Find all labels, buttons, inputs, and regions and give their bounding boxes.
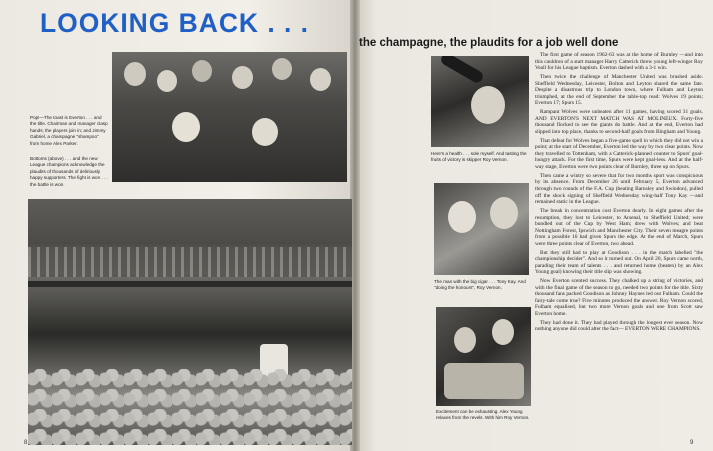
article-paragraph: That defeat for Wolves began a five-game spell in which they did not win a point; at the start of December, Everton led the way by two clear points. Now they travelled to Tottenham, with a Catterick-planned counter to Spurs' goal-hungry attack. For the first time, Spurs were kept goal-less. And at the half-way stage, Everton were two points clear of Burnley, three up on Spurs.	[535, 137, 703, 170]
caption-bottle-photo: Here's a health . . . sole myself. And tasting the fruits of victory is skipper Roy Vernon.	[431, 151, 527, 163]
photo-players-relaxing	[436, 307, 531, 406]
article-paragraph: Now Everton scented success. They chalked up a string of victories, and with the final game of the season to go, needed two points for the title. Sixty thousand fans packed Goodison as Johnny Haynes led out Fulham. Could the fairy-tale come true? Five minutes produced the answer. Roy Vernon scored, Fulham equalised, but two more Vernon goals and one from Scott saw Everton home.	[535, 278, 703, 317]
photo-crowd-stadium	[28, 199, 352, 445]
page-number-right: 9	[690, 440, 694, 446]
article-paragraph: Rampant Wolves were unbeaten after 11 games, having scored 31 goals. AND EVERTON'S NEXT MATCH WAS AT MOLINEUX. Forty-five thousand flocked to see the giants do battle. And at the end, Everton had slipped into top place, thanks to second-half goals from Bingham and Young.	[535, 109, 703, 135]
article-paragraph: Then twice the challenge of Manchester United was brushed aside. Sheffield Wednesday, Leicester, Bolton and Leyton shared the same fate. Despite a disastrous trip to London town, where Fulham and Leyton triumphed, at the end of September the table-top read: Wolves 19 points; Everton 17; Spurs 15.	[535, 74, 703, 107]
article-paragraph: They had done it. They had played through the longest ever season. Now nothing anyone did could alter the fact— EVERTON WERE CHAMPIONS.	[535, 319, 703, 333]
article-body	[535, 52, 703, 444]
article-paragraph: The first game of season 1962-63 was at the home of Burnley —and into this cauldron of a start manager Harry Catterick threw young left-winger Roy Veall for his League baptism. Everton dashed with a 3-1 win.	[535, 52, 703, 72]
caption-cigar-photo: The man with the big cigar . . . Tony Kay. And "doing the honours", Roy Vernon.	[434, 279, 526, 291]
photo-players-with-cigar	[434, 183, 529, 275]
article-paragraph: The break in concentration cost Everton dearly. In eight games after the resumption, they lost to Leicester, to Arsenal, to Sheffield United; were bundled out of the Cup by West Ham; drew with Wolves; and beat Nottingham Forest, Ipswich and Manchester City. Their seven meagre points from a possible 16 had given Spurs the edge. At the end of March, Spurs were three points clear of Everton, two ahead.	[535, 207, 703, 247]
article-paragraph: Then came a wintry so severe that for two months sport was conspicuous by its absence. From December 26 until February 5, Everton advanced through two rounds of the F.A. Cup (beating Barnsley and Swindon), pulled off the shock signing of Sheffield Wednesday wing-half Tony Kay —and remained static in the League.	[535, 172, 703, 206]
page-number-left: 8	[24, 440, 28, 446]
headline: LOOKING BACK . . .	[40, 8, 310, 38]
article-paragraph: But they still had to play at Goodison . . . in the match labelled "the championship decider". And so it turned out. On April 20, Spurs came north, parading their team of talents . . . and returned home (beaten) by an Alex Young goal) knowing their title slip was showing.	[535, 249, 703, 276]
caption-relaxing-photo: Excitement can be exhausting. Alex Young relaxes from the revels. With him Roy Vernon.	[436, 409, 530, 421]
caption-champagne-photo: Pop!—The toast is Everton . . . and the title. Chairman and manager clasp hands; the players join in; and Jimmy Gabriel, a champagne "shampoo" from home Alex Parker.	[30, 115, 108, 146]
subheadline: the champagne, the plaudits for a job well done	[359, 37, 619, 49]
photo-drinking-from-bottle	[431, 56, 529, 147]
caption-crowd-photo: Bottoms (above) . . . and the new League champions acknowledge the plaudits of thousands of deliriously happy supporters. The fight is won . . . the battle is won.	[30, 156, 108, 187]
photo-champagne-celebration	[112, 52, 347, 182]
